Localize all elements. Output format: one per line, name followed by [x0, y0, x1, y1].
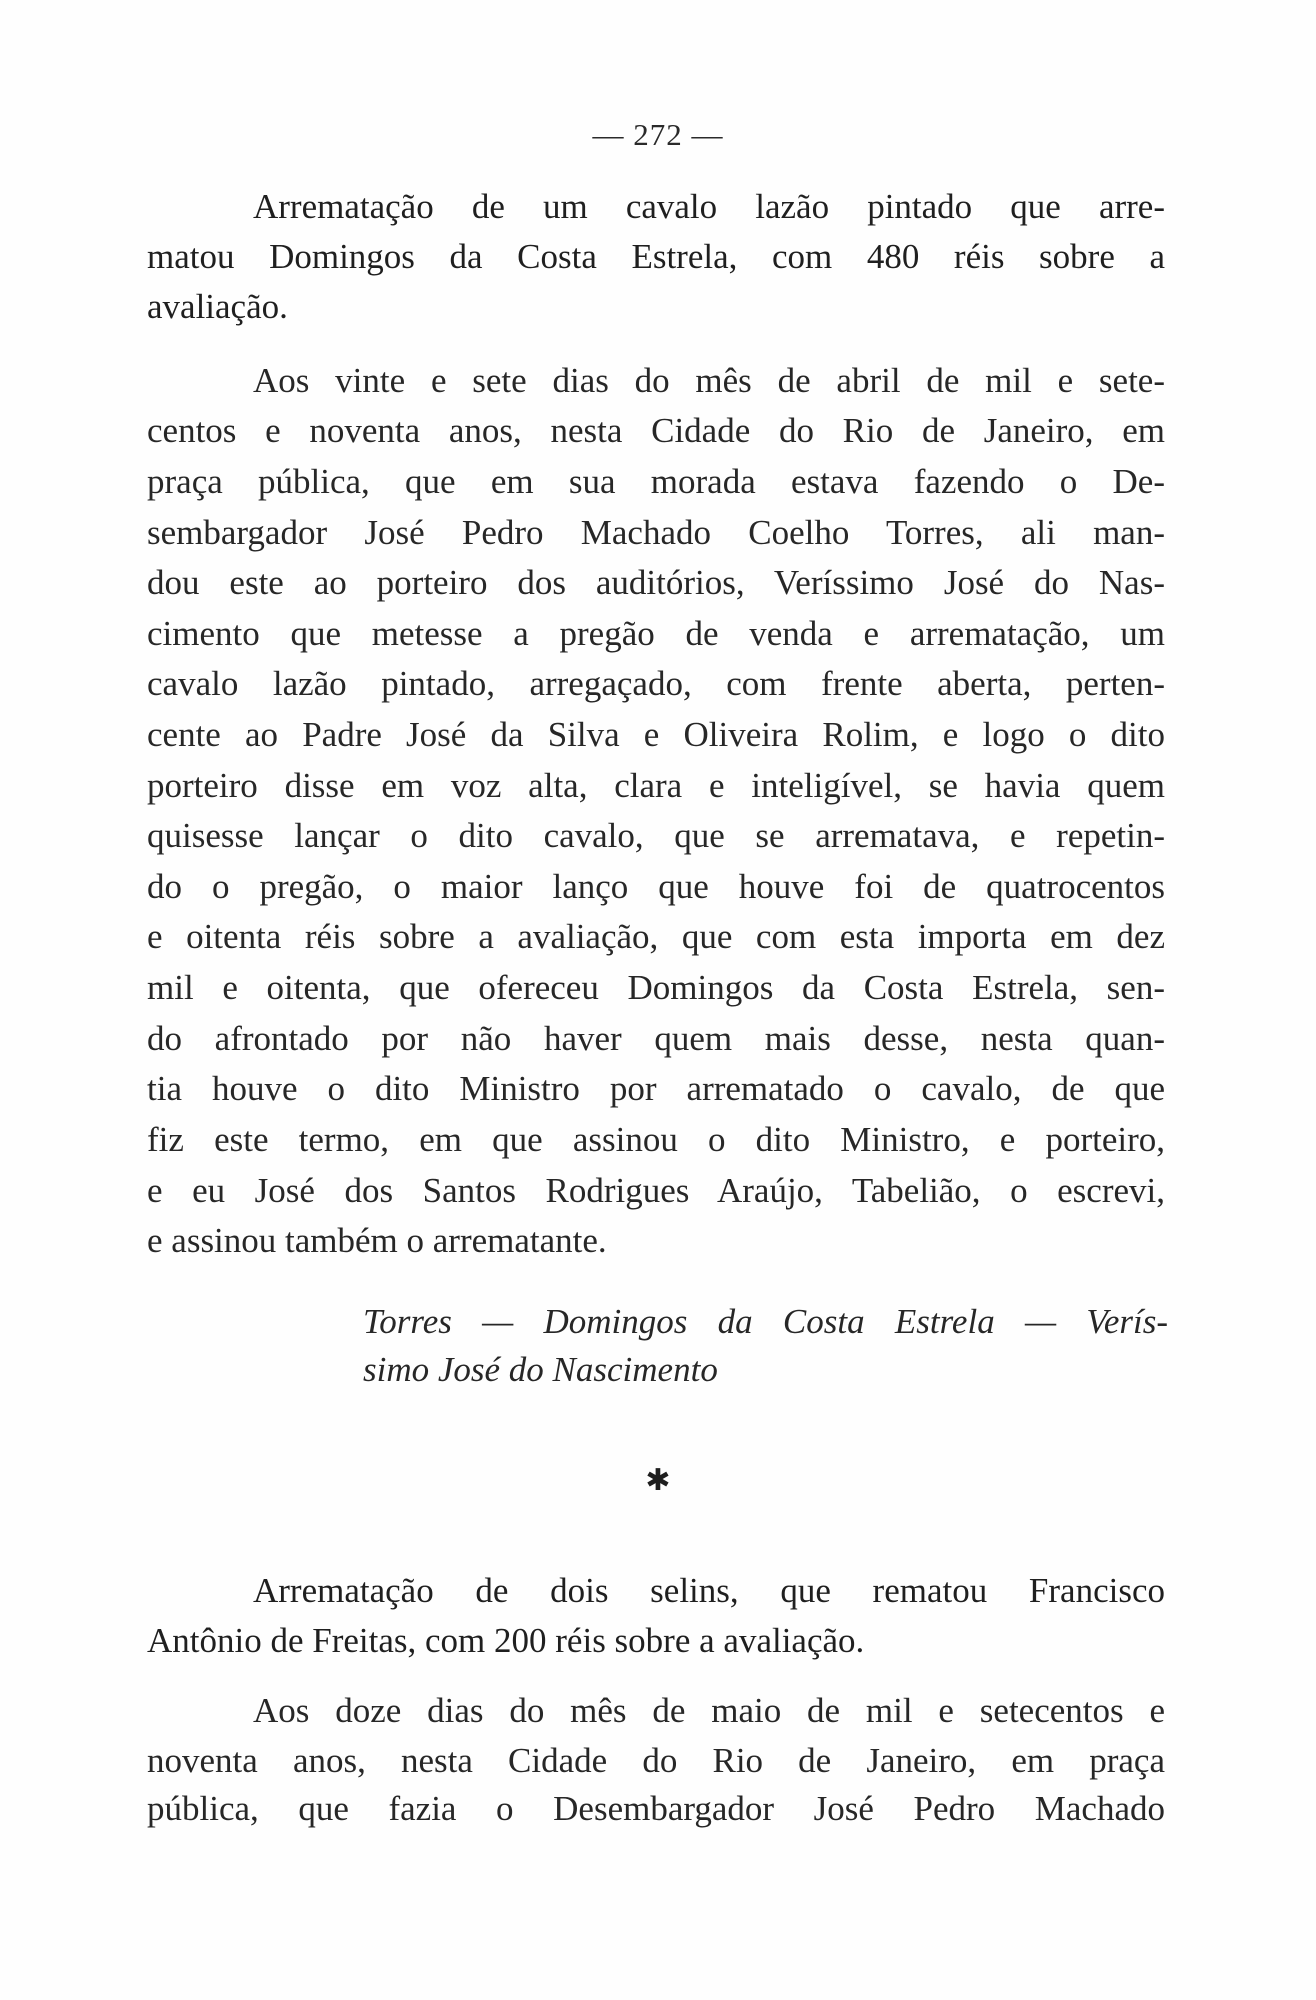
heading-line: Arrematação de um cavalo lazão pintado que arre-: [253, 187, 1165, 226]
body-line: e eu José dos Santos Rodrigues Araújo, Tabelião, o escrevi,: [147, 1171, 1165, 1210]
heading-line: Antônio de Freitas, com 200 réis sobre a avaliação.: [147, 1621, 865, 1660]
body-line: e assinou também o arrematante.: [147, 1221, 607, 1260]
body-line: e oitenta réis sobre a avaliação, que com esta importa em dez: [147, 917, 1165, 956]
body-line: centos e noventa anos, nesta Cidade do Rio de Janeiro, em: [147, 411, 1165, 450]
body-line: Aos doze dias do mês de maio de mil e setecentos e: [253, 1691, 1165, 1730]
body-line: pública, que fazia o Desembargador José Pedro Machado: [147, 1789, 1165, 1828]
body-line: quisesse lançar o dito cavalo, que se arrematava, e repetin-: [147, 816, 1165, 855]
signature-line: simo José do Nascimento: [363, 1350, 718, 1389]
body-line: praça pública, que em sua morada estava fazendo o De-: [147, 462, 1165, 501]
body-line: dou este ao porteiro dos auditórios, Veríssimo José do Nas-: [147, 563, 1165, 602]
signature-line: Torres — Domingos da Costa Estrela — Verís-: [363, 1302, 1168, 1341]
body-line: cimento que metesse a pregão de venda e arrematação, um: [147, 614, 1165, 653]
page-number: — 272 —: [592, 117, 724, 152]
body-line: porteiro disse em voz alta, clara e inteligível, se havia quem: [147, 766, 1165, 805]
body-line: fiz este termo, em que assinou o dito Ministro, e porteiro,: [147, 1120, 1165, 1159]
heading-line: Arrematação de dois selins, que rematou Francisco: [253, 1571, 1165, 1610]
body-line: Aos vinte e sete dias do mês de abril de mil e sete-: [253, 361, 1165, 400]
body-line: tia houve o dito Ministro por arrematado o cavalo, de que: [147, 1069, 1165, 1108]
asterisk-icon: ✱: [645, 1464, 671, 1497]
body-line: do afrontado por não haver quem mais desse, nesta quan-: [147, 1019, 1165, 1058]
body-line: cente ao Padre José da Silva e Oliveira Rolim, e logo o dito: [147, 715, 1165, 754]
body-line: mil e oitenta, que ofereceu Domingos da Costa Estrela, sen-: [147, 968, 1165, 1007]
body-line: noventa anos, nesta Cidade do Rio de Janeiro, em praça: [147, 1741, 1165, 1780]
heading-line: avaliação.: [147, 287, 288, 326]
body-line: do o pregão, o maior lanço que houve foi de quatrocentos: [147, 867, 1165, 906]
body-line: cavalo lazão pintado, arregaçado, com frente aberta, perten-: [147, 664, 1165, 703]
heading-line: matou Domingos da Costa Estrela, com 480 réis sobre a: [147, 237, 1165, 276]
body-line: sembargador José Pedro Machado Coelho Torres, ali man-: [147, 513, 1165, 552]
